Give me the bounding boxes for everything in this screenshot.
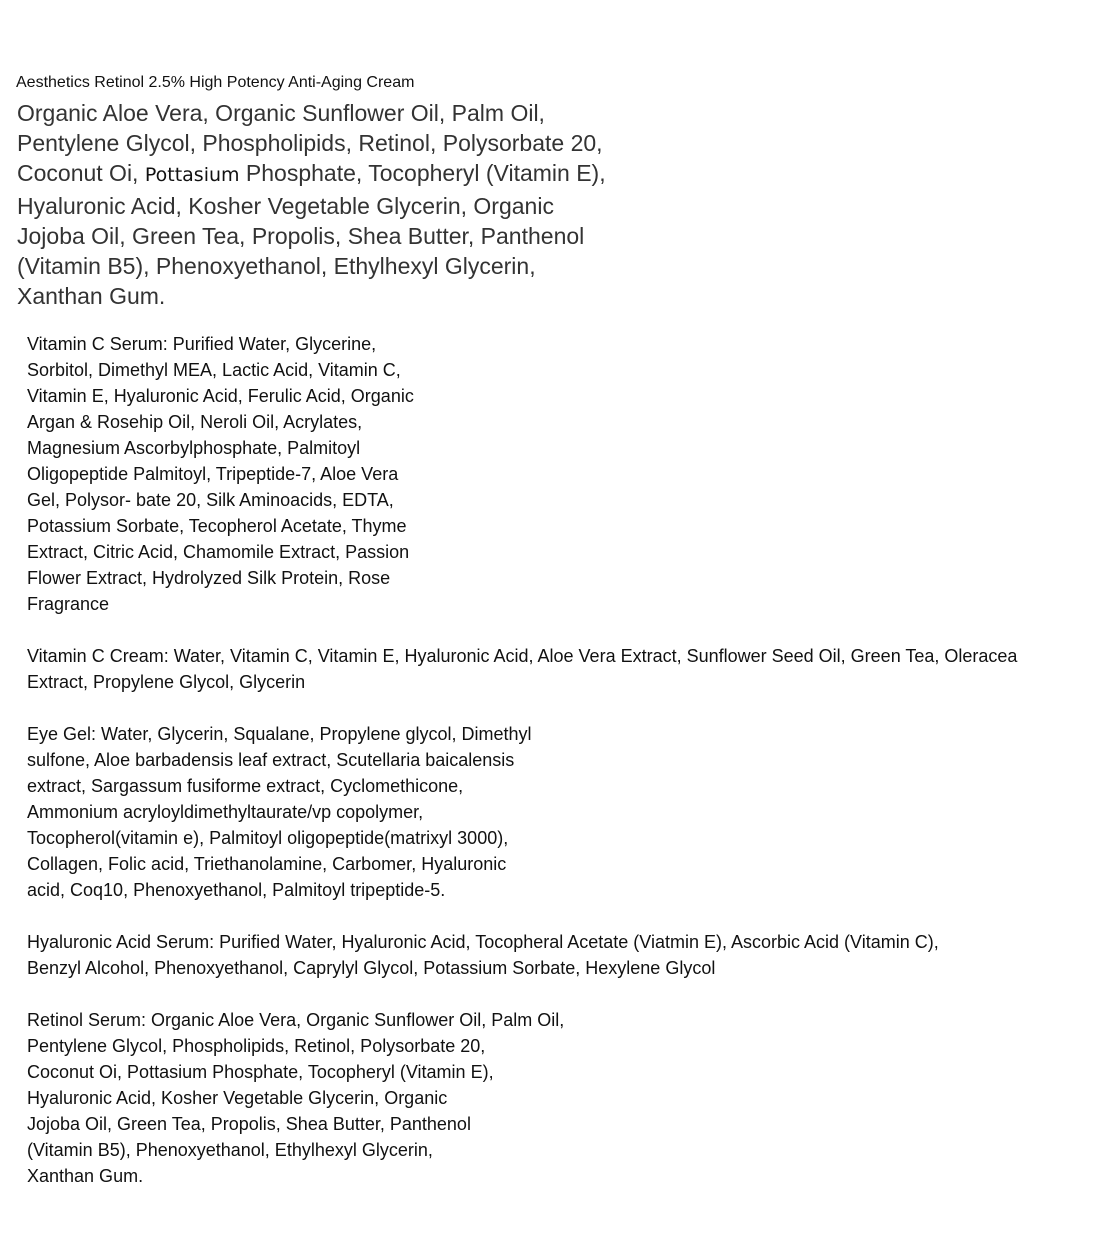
hyaluronic-acid-serum-section (27, 929, 939, 981)
section-line: Collagen, Folic acid, Triethanolamine, Carbomer, Hyaluronic (27, 854, 507, 874)
vitamin-c-cream-section (27, 643, 1017, 695)
ingredient-fragment: Phosphate, Tocopheryl (Vitamin E), (239, 160, 606, 187)
section-line: Extract, Propylene Glycol, Glycerin (27, 672, 306, 692)
ingredient-fragment-alt-font: Pottasium (144, 164, 240, 187)
section-line: Potassium Sorbate, Tecopherol Acetate, Thyme (27, 516, 407, 536)
ingredient-line: (Vitamin B5), Phenoxyethanol, Ethylhexyl Glycerin, (17, 253, 536, 280)
section-line: Hyaluronic Acid Serum: Purified Water, Hyaluronic Acid, Tocopheral Acetate (Viatmin E), Ascorbic Acid (Vitamin C), (27, 932, 939, 952)
ingredient-line: Hyaluronic Acid, Kosher Vegetable Glycerin, Organic (17, 192, 554, 219)
section-line: extract, Sargassum fusiforme extract, Cyclomethicone, (27, 776, 464, 796)
section-line: Vitamin C Serum: Purified Water, Glycerine, (27, 334, 377, 354)
section-line: Retinol Serum: Organic Aloe Vera, Organic Sunflower Oil, Palm Oil, (27, 1010, 565, 1030)
ingredient-line: Jojoba Oil, Green Tea, Propolis, Shea Butter, Panthenol (17, 222, 585, 249)
section-line: Xanthan Gum. (27, 1166, 144, 1186)
ingredient-line: Xanthan Gum. (17, 283, 166, 310)
section-line: Eye Gel: Water, Glycerin, Squalane, Propylene glycol, Dimethyl (27, 724, 532, 744)
ingredient-line: Pentylene Glycol, Phospholipids, Retinol, Polysorbate 20, (17, 130, 603, 157)
product-title: Aesthetics Retinol 2.5% High Potency Anti-Aging Cream (16, 74, 415, 91)
section-line: Gel, Polysor- bate 20, Silk Aminoacids, EDTA, (27, 490, 394, 510)
section-line: Vitamin C Cream: Water, Vitamin C, Vitamin E, Hyaluronic Acid, Aloe Vera Extract, Sunflower Seed Oil, Green Tea, Oleracea (27, 646, 1018, 666)
eye-gel-section (27, 721, 532, 903)
section-line: Jojoba Oil, Green Tea, Propolis, Shea Butter, Panthenol (27, 1114, 471, 1134)
retinol-serum-section (27, 1007, 564, 1189)
section-line: Sorbitol, Dimethyl MEA, Lactic Acid, Vitamin C, (27, 360, 401, 380)
section-line: (Vitamin B5), Phenoxyethanol, Ethylhexyl Glycerin, (27, 1140, 433, 1160)
vitamin-c-serum-section (27, 331, 414, 617)
section-line: sulfone, Aloe barbadensis leaf extract, Scutellaria baicalensis (27, 750, 515, 770)
cream-ingredients (17, 98, 657, 311)
section-line: Oligopeptide Palmitoyl, Tripeptide-7, Aloe Vera (27, 464, 399, 484)
ingredient-line: Organic Aloe Vera, Organic Sunflower Oil, Palm Oil, (17, 100, 545, 126)
section-line: Ammonium acryloyldimethyltaurate/vp copolymer, (27, 802, 424, 822)
section-line: Argan & Rosehip Oil, Neroli Oil, Acrylates, (27, 412, 363, 432)
section-line: Flower Extract, Hydrolyzed Silk Protein, Rose (27, 568, 391, 588)
section-line: Coconut Oi, Pottasium Phosphate, Tocopheryl (Vitamin E), (27, 1062, 494, 1082)
section-line: Benzyl Alcohol, Phenoxyethanol, Caprylyl Glycol, Potassium Sorbate, Hexylene Glycol (27, 958, 716, 978)
section-line: Extract, Citric Acid, Chamomile Extract, Passion (27, 542, 410, 562)
section-line: Fragrance (27, 594, 110, 614)
section-line: Pentylene Glycol, Phospholipids, Retinol, Polysorbate 20, (27, 1036, 486, 1056)
section-line: Magnesium Ascorbylphosphate, Palmitoyl (27, 438, 361, 458)
section-line: acid, Coq10, Phenoxyethanol, Palmitoyl tripeptide-5. (27, 880, 446, 900)
ingredient-line (17, 158, 657, 190)
section-line: Tocopherol(vitamin e), Palmitoyl oligopeptide(matrixyl 3000), (27, 828, 509, 848)
section-line: Vitamin E, Hyaluronic Acid, Ferulic Acid, Organic (27, 386, 414, 406)
section-line: Hyaluronic Acid, Kosher Vegetable Glycerin, Organic (27, 1088, 448, 1108)
ingredient-fragment: Coconut Oi, (17, 160, 145, 187)
